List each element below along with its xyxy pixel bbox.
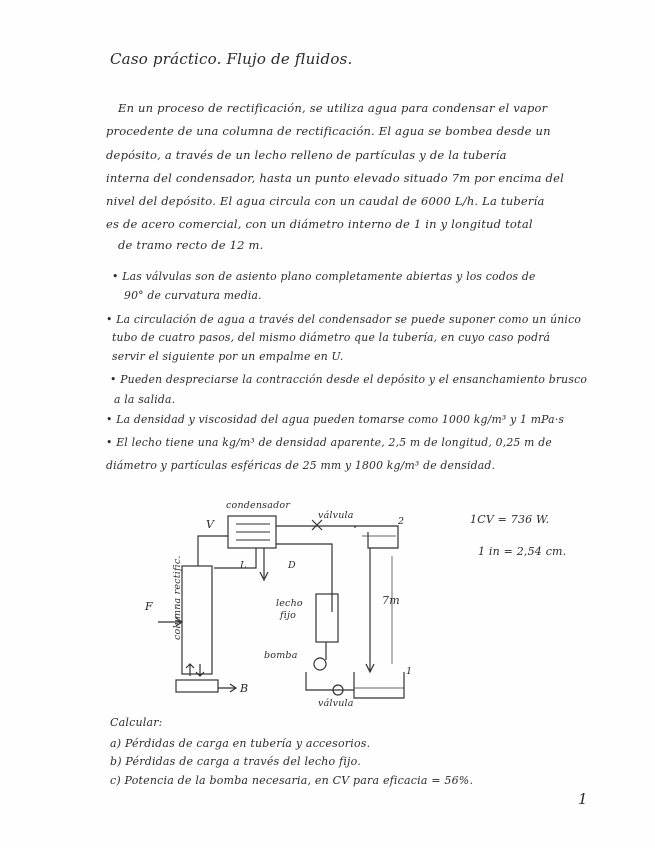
label-condensador: condensador [226,500,291,511]
label-columna: columna rectific. [172,555,183,640]
bullet-line: 90° de curvatura media. [124,289,262,302]
bullet-line: • El lecho tiene una kg/m³ de densidad aparente, 2,5 m de longitud, 0,25 m de [106,436,552,449]
intro-line: es de acero comercial, con un diámetro interno de 1 in y longitud total [106,217,533,231]
page-number: 1 [578,790,588,808]
label-f: F [145,600,153,613]
document-title: Caso práctico. Flujo de fluidos. [110,50,353,68]
intro-line: interna del condensador, hasta un punto elevado situado 7m por encima del [106,171,564,185]
note-inch: 1 in = 2,54 cm. [478,545,567,558]
intro-line: de tramo recto de 12 m. [118,238,264,252]
intro-line: procedente de una columna de rectificación. El agua se bombea desde un [106,124,551,138]
question-c: c) Potencia de la bomba necesaria, en CV para eficacia = 56%. [110,774,474,787]
bullet-line: • La circulación de agua a través del condensador se puede suponer como un único [106,313,582,326]
label-b: B [240,682,249,695]
bullet-line: servir el siguiente por un empalme en U. [112,350,344,363]
bullet-line: tubo de cuatro pasos, del mismo diámetro que la tubería, en cuyo caso podrá [112,331,551,344]
bullet-line: • La densidad y viscosidad del agua pueden tomarse como 1000 kg/m³ y 1 mPa·s [106,413,565,426]
label-point-2: 2 [398,516,405,527]
label-valvula-bottom: válvula [318,698,354,709]
label-bomba: bomba [264,650,298,661]
questions-header: Calcular: [110,716,163,729]
label-lecho: lecho [276,598,303,609]
label-d: D [288,560,296,571]
bullet-line: diámetro y partículas esféricas de 25 mm y 1800 kg/m³ de densidad. [106,459,496,472]
bullet-line: • Las válvulas son de asiento plano completamente abiertas y los codos de [112,270,536,283]
label-lecho-2: fijo [280,610,297,621]
label-l: L [240,560,247,571]
question-a: a) Pérdidas de carga en tubería y accesorios. [110,737,371,750]
label-v: V [206,518,215,531]
bullet-line: • Pueden despreciarse la contracción desde el depósito y el ensanchamiento brusco [110,373,588,386]
intro-line: nivel del depósito. El agua circula con un caudal de 6000 L/h. La tubería [106,194,545,208]
intro-line: depósito, a través de un lecho relleno de partículas y de la tubería [106,148,507,162]
bullet-line: a la salida. [114,393,176,406]
label-point-1: 1 [406,666,413,677]
label-valvula-top: válvula [318,510,354,521]
note-horsepower: 1CV = 736 W. [470,513,550,526]
question-b: b) Pérdidas de carga a través del lecho fijo. [110,755,361,768]
intro-line: En un proceso de rectificación, se utiliza agua para condensar el vapor [118,101,548,115]
label-height: 7m [382,594,400,607]
